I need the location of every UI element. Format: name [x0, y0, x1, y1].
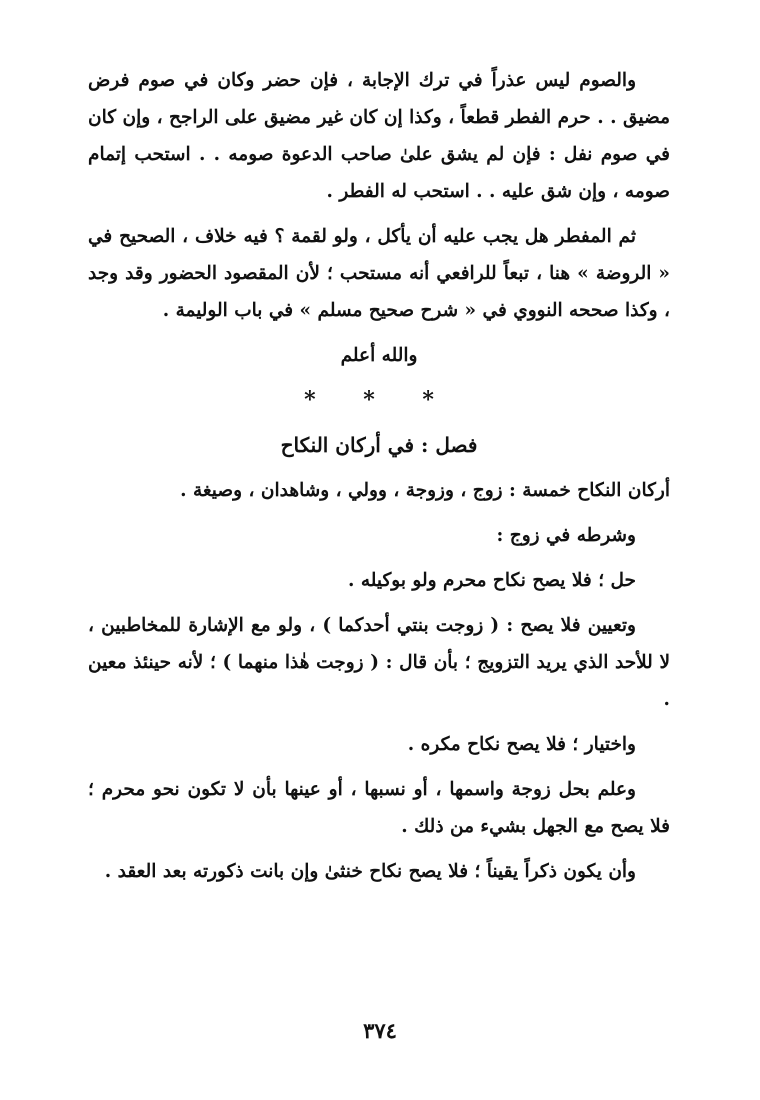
- paragraph-condition-knowledge: وعلم بحل زوجة واسمها ، أو نسبها ، أو عينها بأن لا تكون نحو محرم ؛ فلا يصح مع الجهل بشيء من ذلك .: [88, 779, 670, 837]
- paragraph-condition-male: وأن يكون ذكراً يقيناً ؛ فلا يصح نكاح خنثىٰ وإن بانت ذكورته بعد العقد .: [104, 861, 636, 882]
- page-number: ٣٧٤: [363, 1018, 397, 1043]
- paragraph-condition-specified: وتعيين فلا يصح : ( زوجت بنتي أحدكما ) ، ولو مع الإشارة للمخاطبين ، لا للأحد الذي يريد التزويج ؛ بأن قال : ( زوجت هٰذا منهما ) ؛ لأنه حينئذ معين .: [88, 615, 670, 710]
- paragraph-eating: ثم المفطر هل يجب عليه أن يأكل ، ولو لقمة ؟ فيه خلاف ، الصحيح في « الروضة » هنا ، تبعاً للرافعي أنه مستحب ؛ لأن المقصود الحضور وقد وجد ، وكذا صححه النووي في « شرح صحيح مسلم » في باب الوليمة .: [88, 226, 670, 321]
- paragraph-condition-choice: واختيار ؛ فلا يصح نكاح مكره .: [407, 734, 636, 755]
- section-divider-stars: * * *: [304, 387, 454, 413]
- paragraph-husband-conditions: وشرطه في زوج :: [496, 525, 636, 546]
- paragraph-condition-lawful: حل ؛ فلا يصح نكاح محرم ولو بوكيله .: [347, 570, 636, 591]
- paragraph-pillars: أركان النكاح خمسة : زوج ، وزوجة ، وولي ، وشاهدان ، وصيغة .: [180, 480, 670, 501]
- section-title: فصل : في أركان النكاح: [280, 433, 478, 457]
- closing-phrase: والله أعلم: [340, 345, 418, 366]
- page-body: [88, 62, 670, 898]
- paragraph-fasting: والصوم ليس عذراً في ترك الإجابة ، فإن حضر وكان في صوم فرض مضيق . . حرم الفطر قطعاً ، وكذا إن كان غير مضيق على الراجح ، وإن كان في صوم نفل : فإن لم يشق علىٰ صاحب الدعوة صومه . . استحب إتمام صومه ، وإن شق عليه . . استحب له الفطر .: [88, 70, 670, 202]
